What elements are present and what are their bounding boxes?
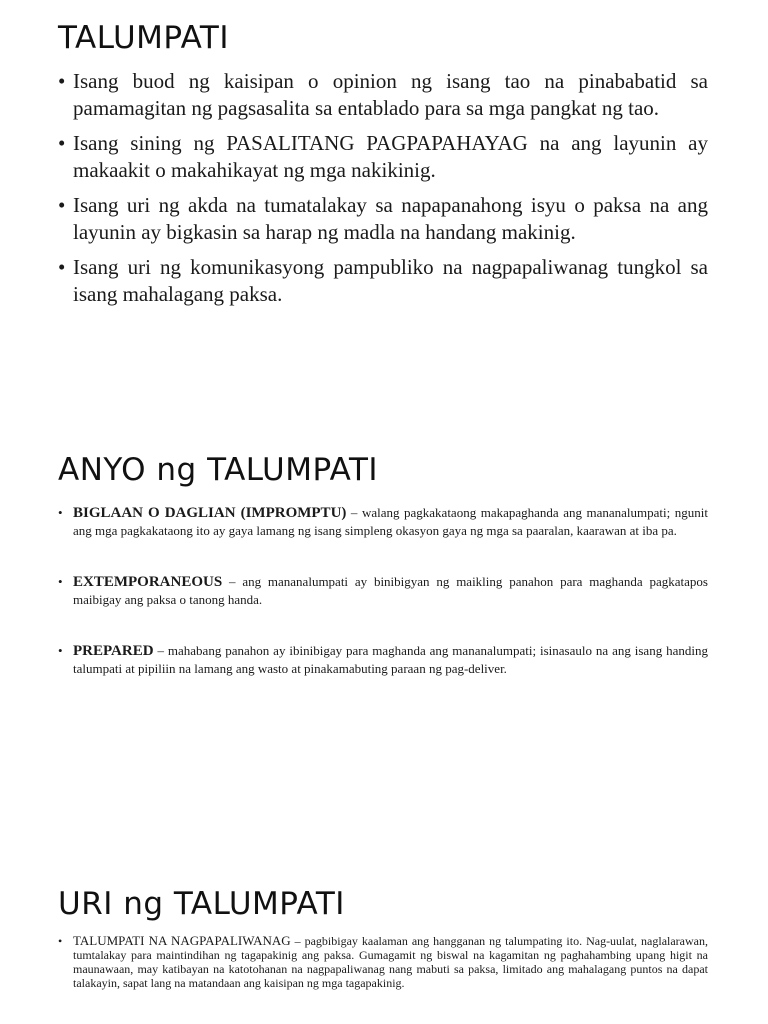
list-item (58, 504, 708, 539)
section-title-uri: URI ng TALUMPATI (58, 886, 345, 922)
item-term: EXTEMPORANEOUS (73, 574, 223, 590)
item-term: BIGLAAN O DAGLIAN (IMPROMPTU) (73, 505, 347, 521)
item-desc: – ang mananalumpati ay binibigyan ng maikling panahon para maghanda pagkatapos maibigay ang paksa o tanong handa. (73, 574, 708, 607)
item-text: Isang buod ng kaisipan o opinion ng isang tao na pinababatid sa pamamagitan ng pagsasalita sa entablado para sa mga pangkat ng tao. (73, 69, 708, 120)
bullet-icon: • (58, 934, 63, 948)
bullet-icon: • (58, 505, 63, 520)
bullet-icon: • (58, 193, 66, 217)
item-text: Isang uri ng komunikasyong pampubliko na nagpapaliwanag tungkol sa isang mahalagang paksa. (73, 255, 708, 306)
list-item (58, 642, 708, 677)
list-item (58, 192, 708, 246)
item-desc: – mahabang panahon ay ibinibigay para maghanda ang mananalumpati; isinasaulo na ang isang handing talumpati at pipiliin na lamang ang wasto at pinakamabuting paraan ng pag-deliver. (73, 643, 708, 676)
uri-list (58, 934, 708, 990)
item-text: Isang uri ng akda na tumatalakay sa napapanahong isyu o paksa na ang layunin ay bigkasin sa harap ng madla na handang makinig. (73, 193, 708, 244)
list-item (58, 130, 708, 184)
anyo-list (58, 504, 708, 711)
bullet-icon: • (58, 131, 66, 155)
definition-list (58, 68, 708, 316)
section-title-talumpati: TALUMPATI (58, 20, 229, 56)
section-title-anyo: ANYO ng TALUMPATI (58, 452, 379, 488)
list-item (58, 934, 708, 990)
bullet-icon: • (58, 643, 63, 658)
list-item (58, 68, 708, 122)
list-item (58, 573, 708, 608)
bullet-icon: • (58, 255, 66, 279)
item-term: PREPARED (73, 643, 154, 659)
item-desc: – walang pagkakataong makapaghanda ang mananalumpati; ngunit ang mga pagkakataong ito ay gaya lamang ng isang simpleng okasyon gaya ng mga sa paaralan, kaarawan at iba pa. (73, 505, 708, 538)
item-term: TALUMPATI NA NAGPAPALIWANAG (73, 933, 291, 948)
bullet-icon: • (58, 69, 66, 93)
bullet-icon: • (58, 574, 63, 589)
list-item (58, 254, 708, 308)
item-desc: – pagbibigay kaalaman ang hangganan ng talumpating ito. Nag-uulat, naglalarawan, tumtalakay para maintindihan ng tagapakinig ang paksa. Gumagamit ng biswal na kagamitan ng paghahambing upang higit na maunawaan, may katibayan na katotohanan na nagpapaliwanag nang mabuti sa paksa, limitado ang mahalagang puntos na dapat talakayin, sapat lang na matandaan ang kaisipan ng mga tagapakinig. (73, 934, 708, 990)
item-text: Isang sining ng PASALITANG PAGPAPAHAYAG na ang layunin ay makaakit o makahikayat ng mga nakikinig. (73, 131, 708, 182)
